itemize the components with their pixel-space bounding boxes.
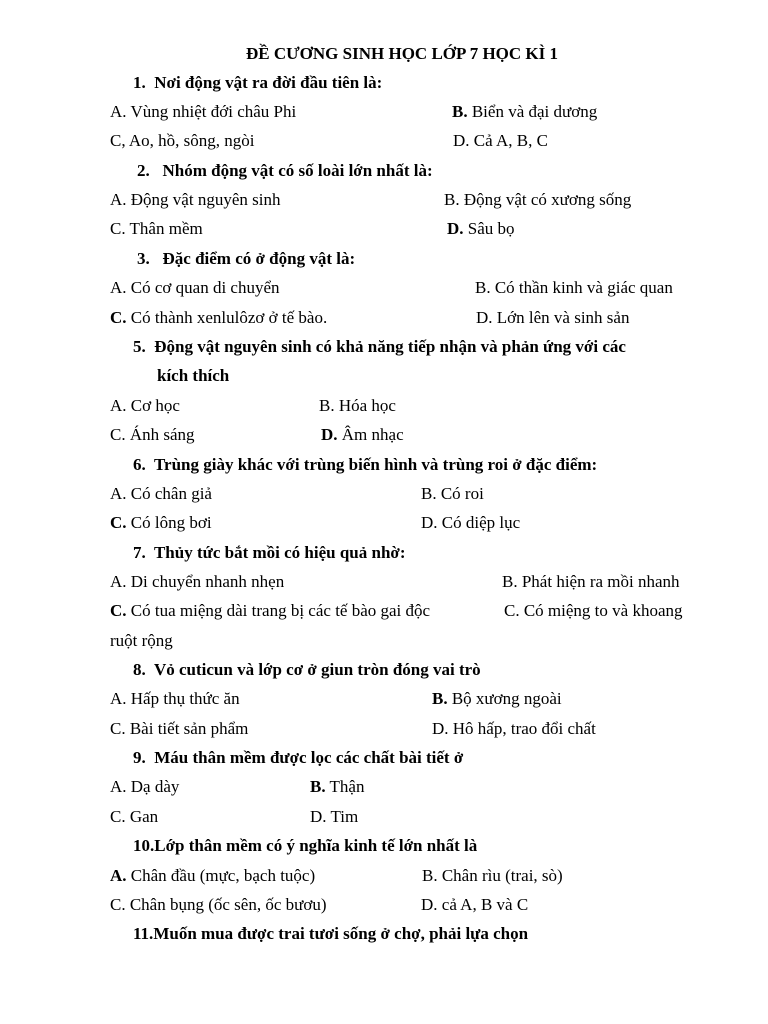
option-8a: A. Hấp thụ thức ăn (110, 689, 240, 708)
option-7d-continued: ruột rộng (110, 631, 173, 650)
question-11 (133, 923, 528, 945)
question-5-continued: kích thích (157, 366, 230, 385)
option-9d: D. Tim (310, 807, 359, 826)
question-3 (137, 248, 355, 270)
question-number: 3. (137, 249, 150, 268)
question-text: Muốn mua được trai tươi sống ở chợ, phải lựa chọn (153, 924, 529, 943)
option-10b: B. Chân rìu (trai, sò) (422, 866, 563, 885)
option-1c: C, Ao, hồ, sông, ngòi (110, 131, 255, 150)
question-number: 6. (133, 455, 146, 474)
option-5a: A. Cơ học (110, 396, 180, 415)
option-5c: C. Ánh sáng (110, 425, 195, 444)
option-1d: D. Cả A, B, C (453, 131, 548, 150)
option-3a: A. Có cơ quan di chuyển (110, 278, 280, 297)
option-10c: C. Chân bụng (ốc sên, ốc bươu) (110, 895, 327, 914)
option-2b: B. Động vật có xương sống (444, 190, 632, 209)
option-2a: A. Động vật nguyên sinh (110, 190, 281, 209)
option-3d: D. Lớn lên và sinh sản (476, 308, 630, 327)
option-10d: D. cả A, B và C (421, 895, 529, 914)
question-7 (133, 542, 405, 564)
question-1 (133, 72, 382, 94)
question-9 (133, 747, 463, 769)
option-5d: D. Âm nhạc (321, 425, 404, 444)
question-number: 11. (133, 924, 154, 943)
question-8 (133, 659, 481, 681)
option-6a: A. Có chân giả (110, 484, 212, 503)
option-2c: C. Thân mềm (110, 219, 203, 238)
option-7b: B. Phát hiện ra mồi nhanh (502, 572, 680, 591)
question-text: Nhóm động vật có số loài lớn nhất là: (162, 161, 433, 180)
option-3c: C. Có thành xenlulôzơ ở tế bào. (110, 308, 328, 327)
option-8c: C. Bài tiết sản phẩm (110, 719, 249, 738)
question-text: Thủy tức bắt mồi có hiệu quả nhờ: (153, 543, 406, 562)
option-1b: B. Biển và đại dương (452, 102, 598, 121)
question-text: Lớp thân mềm có ý nghĩa kinh tế lớn nhất là (154, 836, 478, 855)
option-3b: B. Có thần kinh và giác quan (475, 278, 673, 297)
option-1a: A. Vùng nhiệt đới châu Phi (110, 102, 297, 121)
option-9a: A. Dạ dày (110, 777, 180, 796)
question-number: 9. (133, 748, 146, 767)
question-10 (133, 835, 477, 857)
question-number: 1. (133, 73, 146, 92)
option-8d: D. Hô hấp, trao đổi chất (432, 719, 596, 738)
question-2 (137, 160, 433, 182)
question-text: Máu thân mềm được lọc các chất bài tiết ở (154, 748, 464, 767)
question-number: 2. (137, 161, 150, 180)
question-5 (133, 336, 626, 358)
question-number: 8. (133, 660, 146, 679)
option-7d: C. Có miệng to và khoang (504, 601, 683, 620)
option-6b: B. Có roi (421, 484, 484, 503)
question-text: Nơi động vật ra đời đầu tiên là: (154, 73, 383, 92)
question-number: 7. (133, 543, 146, 562)
option-9b: B. Thận (310, 777, 365, 796)
question-text: Vỏ cuticun và lớp cơ ở giun tròn đóng vai trò (153, 660, 481, 679)
option-2d: D. Sâu bọ (447, 219, 515, 238)
option-5b: B. Hóa học (319, 396, 396, 415)
option-9c: C. Gan (110, 807, 159, 826)
question-text: Đặc điểm có ở động vật là: (162, 249, 356, 268)
option-6d: D. Có diệp lục (421, 513, 521, 532)
question-6 (133, 454, 597, 476)
option-7c: C. Có tua miệng dài trang bị các tế bào gai độc (110, 601, 431, 620)
question-text: Động vật nguyên sinh có khả năng tiếp nhận và phản ứng với các (154, 337, 626, 356)
option-8b: B. Bộ xương ngoài (432, 689, 562, 708)
question-text: Trùng giày khác với trùng biến hình và trùng roi ở đặc điểm: (153, 455, 598, 474)
page-title: ĐỀ CƯƠNG SINH HỌC LỚP 7 HỌC KÌ 1 (246, 44, 559, 63)
question-number: 5. (133, 337, 146, 356)
question-number: 10. (133, 836, 155, 855)
option-6c: C. Có lông bơi (110, 513, 212, 532)
option-10a: A. Chân đầu (mực, bạch tuộc) (110, 866, 316, 885)
option-7a: A. Di chuyển nhanh nhẹn (110, 572, 285, 591)
